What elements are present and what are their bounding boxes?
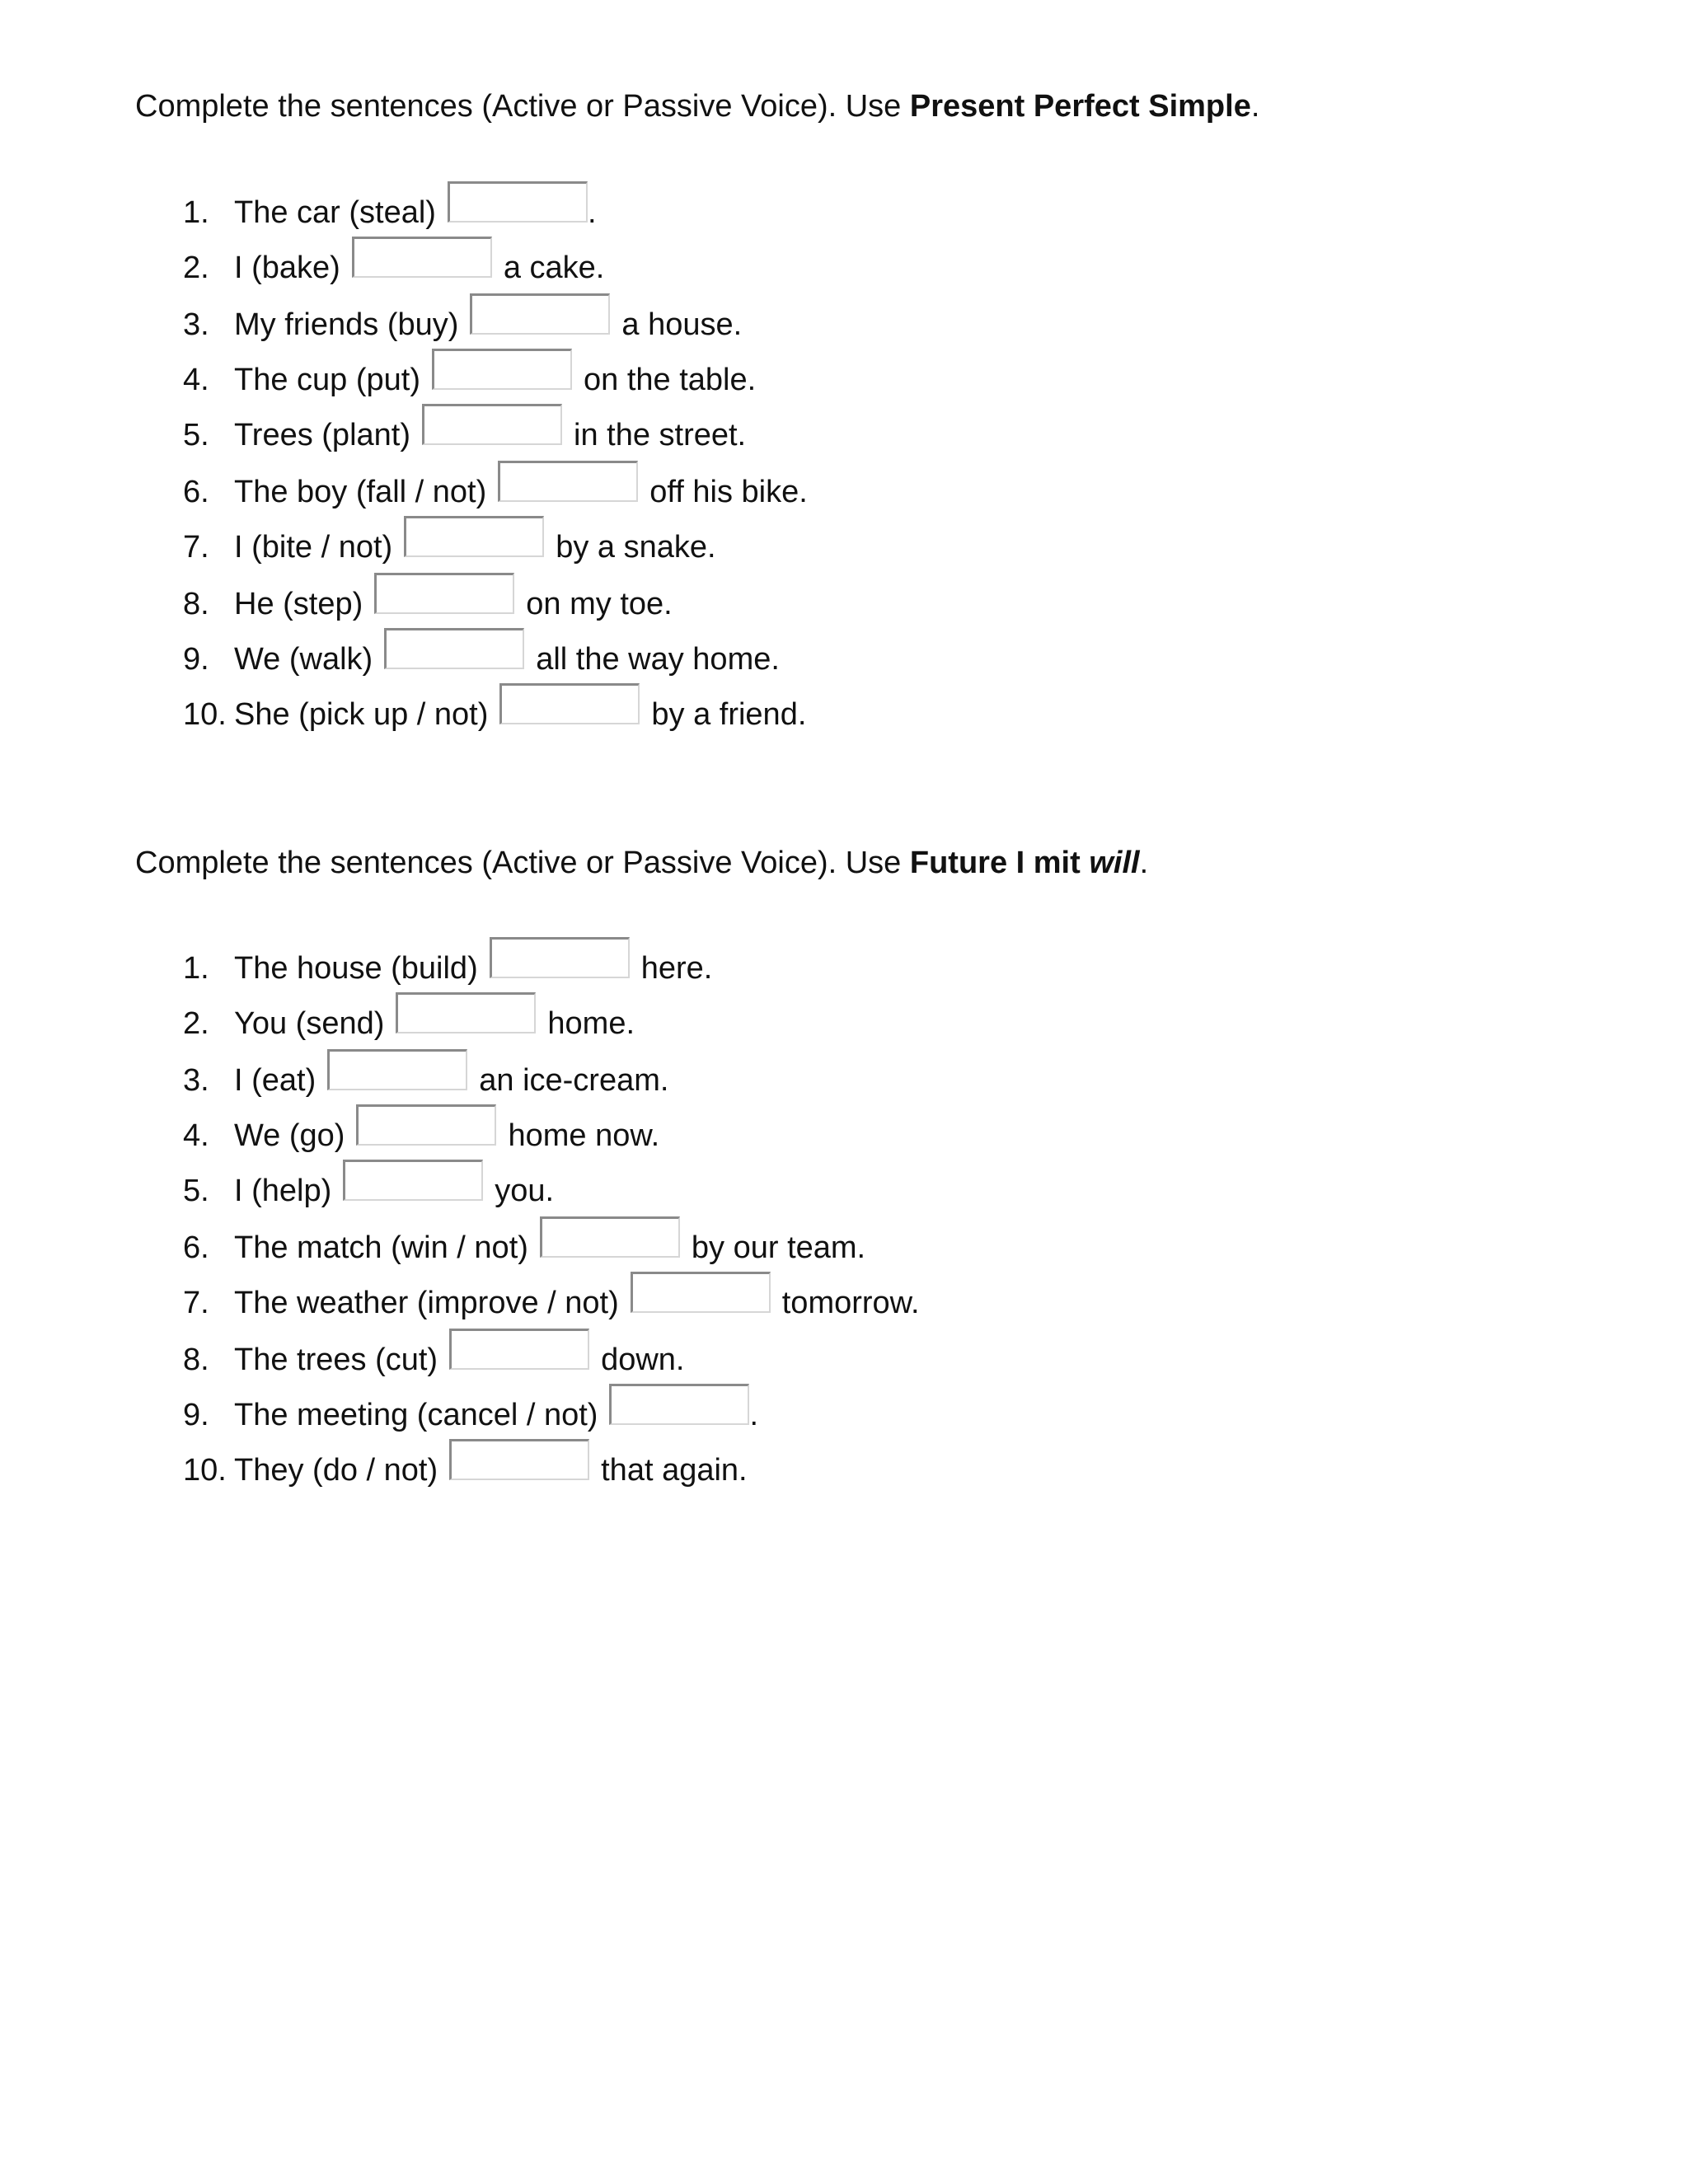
item-prompt: We (go)	[234, 1118, 345, 1153]
item-rest: a cake.	[503, 251, 605, 285]
item-number: 1.	[183, 195, 209, 230]
answer-input[interactable]	[448, 181, 588, 223]
item-number: 4.	[183, 363, 209, 397]
item-rest: by our team.	[691, 1230, 866, 1265]
exercise-1-item-2	[0, 243, 1319, 293]
exercise-1-item-9	[0, 635, 1319, 684]
exercise-2-item-5	[0, 1166, 1319, 1216]
item-prompt: The car (steal)	[234, 195, 436, 230]
item-number: 10.	[183, 697, 227, 732]
item-prompt: They (do / not)	[234, 1453, 438, 1488]
item-number: 2.	[183, 1006, 209, 1041]
exercise-1-instruction	[135, 91, 1259, 122]
item-rest: home now.	[508, 1118, 660, 1153]
instruction-tense: Future I mit	[909, 846, 1090, 880]
instruction-end: .	[1139, 846, 1149, 880]
instruction-tense-word: will	[1089, 846, 1140, 880]
exercise-2-item-4	[0, 1111, 1319, 1160]
item-rest: .	[587, 195, 597, 230]
item-number: 5.	[183, 418, 209, 452]
instruction-tense: Present Perfect Simple	[909, 89, 1251, 124]
answer-input[interactable]	[449, 1439, 589, 1480]
exercise-2-item-1	[0, 944, 1319, 993]
answer-input[interactable]	[470, 293, 610, 335]
instruction-end: .	[1250, 89, 1260, 124]
item-number: 9.	[183, 642, 209, 677]
item-rest: you.	[495, 1174, 555, 1208]
item-rest: home.	[547, 1006, 635, 1041]
item-prompt: I (bake)	[234, 251, 340, 285]
item-prompt: I (help)	[234, 1174, 332, 1208]
exercise-2-instruction	[135, 847, 1148, 879]
exercise-1-item-1	[0, 188, 1319, 237]
item-rest: by a snake.	[556, 530, 716, 565]
item-number: 2.	[183, 251, 209, 285]
item-number: 7.	[183, 530, 209, 565]
item-prompt: Trees (plant)	[234, 418, 410, 452]
exercise-2-item-8	[0, 1335, 1319, 1385]
item-number: 7.	[183, 1286, 209, 1320]
item-number: 6.	[183, 475, 209, 509]
item-prompt: We (walk)	[234, 642, 373, 677]
answer-input[interactable]	[374, 573, 514, 614]
answer-input[interactable]	[449, 1329, 589, 1370]
item-prompt: I (eat)	[234, 1063, 316, 1098]
item-number: 10.	[183, 1453, 227, 1488]
item-number: 3.	[183, 307, 209, 342]
item-rest: down.	[601, 1343, 685, 1377]
answer-input[interactable]	[490, 937, 630, 978]
exercise-2-item-2	[0, 999, 1319, 1048]
item-prompt: The match (win / not)	[234, 1230, 528, 1265]
item-number: 5.	[183, 1174, 209, 1208]
exercise-1-item-3	[0, 300, 1319, 349]
item-prompt: I (bite / not)	[234, 530, 393, 565]
item-prompt: My friends (buy)	[234, 307, 459, 342]
item-number: 4.	[183, 1118, 209, 1153]
answer-input[interactable]	[384, 628, 524, 669]
exercise-1-item-6	[0, 467, 1319, 517]
item-rest: in the street.	[574, 418, 747, 452]
item-rest: .	[749, 1398, 758, 1432]
item-rest: all the way home.	[536, 642, 780, 677]
exercise-2-item-3	[0, 1056, 1319, 1105]
instruction-text: Complete the sentences (Active or Passive Voice). Use	[135, 846, 910, 880]
answer-input[interactable]	[432, 349, 572, 390]
item-rest: here.	[640, 951, 713, 986]
exercise-1-item-4	[0, 355, 1319, 405]
exercise-2-item-9	[0, 1390, 1319, 1440]
item-prompt: The weather (improve / not)	[234, 1286, 619, 1320]
instruction-text: Complete the sentences (Active or Passive Voice). Use	[135, 89, 910, 124]
exercise-1-item-5	[0, 410, 1319, 460]
item-prompt: The meeting (cancel / not)	[234, 1398, 598, 1432]
item-number: 9.	[183, 1398, 209, 1432]
item-prompt: The house (build)	[234, 951, 478, 986]
answer-input[interactable]	[352, 237, 492, 278]
item-number: 8.	[183, 1343, 209, 1377]
item-rest: tomorrow.	[781, 1286, 920, 1320]
exercise-2-item-10	[0, 1446, 1319, 1495]
exercise-1-item-7	[0, 523, 1319, 572]
exercise-1-item-8	[0, 579, 1319, 629]
exercise-2-item-6	[0, 1223, 1319, 1272]
answer-input[interactable]	[498, 461, 638, 502]
answer-input[interactable]	[422, 404, 562, 445]
item-prompt: The boy (fall / not)	[234, 475, 487, 509]
answer-input[interactable]	[327, 1049, 467, 1090]
answer-input[interactable]	[404, 516, 544, 557]
answer-input[interactable]	[356, 1104, 496, 1146]
item-number: 6.	[183, 1230, 209, 1265]
answer-input[interactable]	[499, 683, 640, 724]
answer-input[interactable]	[396, 992, 536, 1033]
answer-input[interactable]	[540, 1216, 680, 1258]
item-prompt: You (send)	[234, 1006, 385, 1041]
answer-input[interactable]	[631, 1272, 771, 1313]
item-prompt: She (pick up / not)	[234, 697, 489, 732]
item-prompt: The cup (put)	[234, 363, 420, 397]
item-rest: an ice-cream.	[479, 1063, 669, 1098]
item-rest: a house.	[621, 307, 743, 342]
exercise-2-item-7	[0, 1278, 1319, 1328]
item-rest: on the table.	[584, 363, 757, 397]
item-rest: by a friend.	[651, 697, 807, 732]
item-number: 3.	[183, 1063, 209, 1098]
answer-input[interactable]	[609, 1384, 749, 1425]
item-rest: off his bike.	[649, 475, 808, 509]
item-number: 8.	[183, 587, 209, 621]
exercise-1-item-10	[0, 690, 1319, 739]
item-rest: on my toe.	[526, 587, 673, 621]
item-prompt: He (step)	[234, 587, 363, 621]
answer-input[interactable]	[343, 1160, 483, 1201]
item-prompt: The trees (cut)	[234, 1343, 438, 1377]
item-rest: that again.	[601, 1453, 748, 1488]
item-number: 1.	[183, 951, 209, 986]
